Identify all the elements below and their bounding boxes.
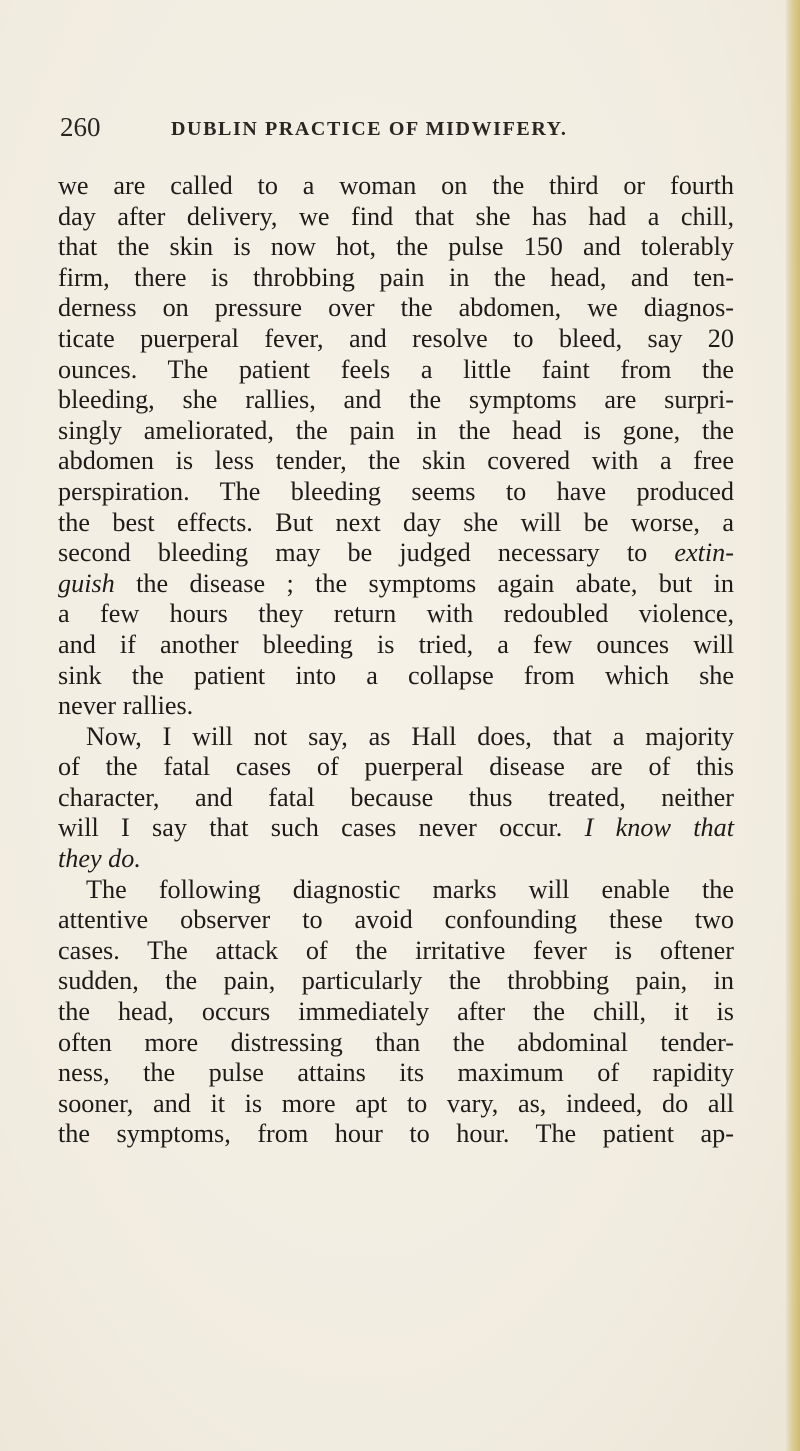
line-text: the best effects. But next day she will be worse, a [58,507,734,537]
body-text [58,171,734,1150]
text-line [58,1119,734,1150]
line-text: we are called to a woman on the third or fourth [58,171,734,200]
text-line [58,599,734,630]
text-line [58,997,734,1028]
line-text: singly ameliorated, the pain in the head is gone, the [58,415,734,445]
text-line [58,171,734,202]
line-text: perspiration. The bleeding seems to have produced [58,476,734,506]
line-text: cases. The attack of the irritative fever is oftener [58,935,734,965]
running-head: DUBLIN PRACTICE OF MIDWIFERY. [171,118,568,140]
text-line [58,569,734,600]
text-line [58,936,734,967]
line-text: never rallies. [58,691,194,721]
text-line [58,1089,734,1120]
text-line [58,875,734,906]
line-text: the disease ; the symptoms again abate, but in [114,568,734,598]
text-line [58,202,734,233]
text-line [58,752,734,783]
line-text: will I say that such cases never occur. [58,813,585,843]
line-text: the head, occurs immediately after the chill, it is [58,997,734,1027]
line-text: second bleeding may be judged necessary to [58,538,675,568]
line-text: Now, I will not say, as Hall does, that a majority [86,721,734,751]
text-line [58,446,734,477]
line-text: abdomen is less tender, the skin covered with a free [58,446,734,476]
text-line [58,1028,734,1059]
text-line [58,324,734,355]
text-line [58,232,734,263]
text-line [58,722,734,753]
text-line [58,293,734,324]
italic-text: extin- [674,538,734,568]
line-text: ness, the pulse attains its maximum of rapidity [58,1058,734,1088]
line-text: bleeding, she rallies, and the symptoms are surpri- [58,385,734,415]
line-text: derness on pressure over the abdomen, we diagnos- [58,293,734,323]
line-text: ticate puerperal fever, and resolve to bleed, say 20 [58,323,734,353]
line-text: firm, there is throbbing pain in the head, and ten- [58,262,734,292]
text-line [58,263,734,294]
line-text: that the skin is now hot, the pulse 150 and tolerably [58,232,734,262]
line-text: day after delivery, we find that she has had a chill, [58,201,734,231]
line-text: sudden, the pain, particularly the throbbing pain, in [58,966,734,996]
text-line [58,508,734,539]
text-line [58,1058,734,1089]
text-line [58,783,734,814]
page-header [0,112,800,142]
text-line [58,813,734,844]
line-text: a few hours they return with redoubled violence, [58,599,734,629]
text-line [58,905,734,936]
line-text: and if another bleeding is tried, a few ounces will [58,629,734,659]
line-text: often more distressing than the abdominal tender- [58,1027,734,1057]
line-text: sink the patient into a collapse from which she [58,660,734,690]
italic-text: they do. [58,844,141,874]
line-text: The following diagnostic marks will enable the [86,874,734,904]
line-text: attentive observer to avoid confounding these two [58,905,734,935]
text-line [58,630,734,661]
page-number: 260 [60,112,101,142]
text-line [58,538,734,569]
text-line [58,691,734,722]
text-line [58,661,734,692]
italic-text: guish [58,568,115,598]
line-text: the symptoms, from hour to hour. The patient ap- [58,1119,734,1149]
text-line [58,477,734,508]
page-edge [786,0,800,1451]
text-line [58,355,734,386]
line-text: ounces. The patient feels a little faint from the [58,354,734,384]
text-line [58,385,734,416]
line-text: sooner, and it is more apt to vary, as, indeed, do all [58,1088,734,1118]
text-line [58,966,734,997]
italic-text: I know that [584,813,734,843]
line-text: of the fatal cases of puerperal disease are of this [58,752,734,782]
line-text: character, and fatal because thus treated, neither [58,782,734,812]
text-line [58,844,734,875]
text-line [58,416,734,447]
